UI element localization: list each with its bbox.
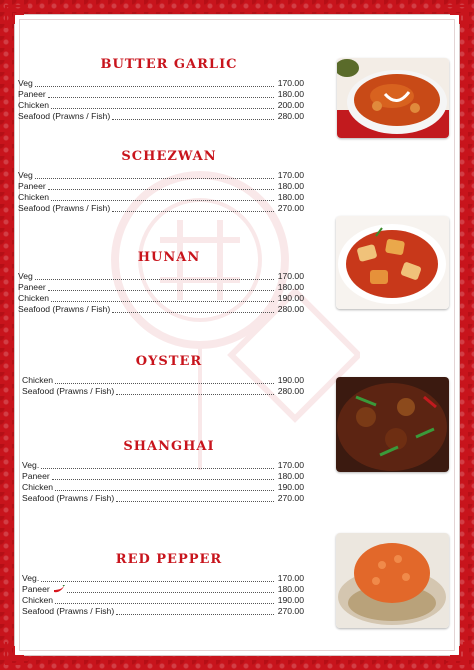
item-price: 170.00 — [277, 271, 304, 281]
item-name: Paneer — [18, 282, 46, 292]
leader-dots — [67, 592, 274, 593]
item-price: 190.00 — [277, 482, 304, 492]
item-name: Chicken — [22, 482, 54, 492]
item-name-text: Paneer — [22, 584, 50, 594]
item-name: Veg — [18, 170, 33, 180]
leader-dots — [112, 119, 274, 120]
stir-fry-photo — [336, 377, 449, 472]
item-name: Seafood (Prawns / Fish) — [22, 606, 115, 616]
leader-dots — [55, 383, 274, 384]
leader-dots — [116, 614, 274, 615]
item-price: 170.00 — [277, 460, 304, 470]
item-price: 180.00 — [277, 89, 304, 99]
item-price: 170.00 — [277, 573, 304, 583]
item-name: Paneer — [22, 471, 50, 481]
section-butter-garlic — [18, 58, 304, 122]
section-title: BUTTER GARLIC — [100, 57, 238, 72]
item-price: 190.00 — [277, 595, 304, 605]
item-name: Veg. — [22, 460, 40, 470]
item-price: 200.00 — [277, 100, 304, 110]
section-title: SHANGHAI — [123, 439, 215, 454]
menu-item-row — [18, 282, 304, 293]
fried-rice-photo — [336, 533, 449, 628]
menu-item-row — [18, 192, 304, 203]
item-price: 190.00 — [277, 375, 304, 385]
section-title: OYSTER — [135, 354, 203, 369]
item-price: 170.00 — [277, 78, 304, 88]
leader-dots — [35, 178, 274, 179]
menu-item-row — [18, 89, 304, 100]
chilli-paneer-photo — [336, 216, 449, 309]
menu-item-row — [18, 375, 304, 386]
chili-icon — [53, 585, 65, 594]
leader-dots — [51, 108, 274, 109]
menu-item-row — [18, 606, 304, 617]
item-name: Paneer — [18, 181, 46, 191]
item-name: Chicken — [22, 595, 54, 605]
section-title: RED PEPPER — [115, 552, 223, 567]
leader-dots — [51, 200, 274, 201]
curry-photo — [337, 58, 449, 138]
item-name: Chicken — [18, 192, 50, 202]
item-name: Chicken — [18, 100, 50, 110]
corner-ornament-icon — [4, 4, 30, 30]
item-price: 280.00 — [277, 111, 304, 121]
section-schezwan — [18, 150, 304, 214]
leader-dots — [35, 86, 274, 87]
section-red-pepper — [18, 553, 304, 617]
item-name: Seafood (Prawns / Fish) — [22, 386, 115, 396]
corner-ornament-icon — [4, 640, 30, 666]
leader-dots — [112, 312, 274, 313]
item-name: Paneer — [18, 89, 46, 99]
section-title: SCHEZWAN — [121, 149, 217, 164]
item-price: 280.00 — [277, 386, 304, 396]
menu-item-row — [18, 181, 304, 192]
item-name: Seafood (Prawns / Fish) — [18, 203, 111, 213]
leader-dots — [51, 301, 274, 302]
leader-dots — [55, 603, 274, 604]
section-hunan — [18, 251, 304, 315]
item-price: 180.00 — [277, 282, 304, 292]
leader-dots — [41, 468, 274, 469]
leader-dots — [48, 97, 274, 98]
leader-dots — [35, 279, 274, 280]
item-name: Veg — [18, 78, 33, 88]
item-price: 280.00 — [277, 304, 304, 314]
menu-item-row — [18, 203, 304, 214]
menu-item-row — [18, 100, 304, 111]
item-name: Seafood (Prawns / Fish) — [22, 493, 115, 503]
item-price: 180.00 — [277, 192, 304, 202]
item-name: Veg. — [22, 573, 40, 583]
leader-dots — [48, 189, 274, 190]
item-price: 180.00 — [277, 471, 304, 481]
corner-ornament-icon — [444, 640, 470, 666]
item-price: 270.00 — [277, 493, 304, 503]
menu-item-row — [18, 460, 304, 471]
item-name: Chicken — [22, 375, 54, 385]
item-price: 180.00 — [277, 584, 304, 594]
menu-item-row — [18, 293, 304, 304]
menu-item-row — [18, 493, 304, 504]
item-price: 270.00 — [277, 203, 304, 213]
item-price: 170.00 — [277, 170, 304, 180]
item-price: 180.00 — [277, 181, 304, 191]
corner-ornament-icon — [444, 4, 470, 30]
item-name: Seafood (Prawns / Fish) — [18, 111, 111, 121]
leader-dots — [116, 501, 274, 502]
item-name: Chicken — [18, 293, 50, 303]
menu-item-row — [18, 271, 304, 282]
item-name — [18, 584, 65, 595]
menu-item-row — [18, 170, 304, 181]
item-price: 190.00 — [277, 293, 304, 303]
menu-item-row — [18, 595, 304, 606]
section-title: HUNAN — [137, 250, 201, 265]
leader-dots — [55, 490, 274, 491]
menu-item-row — [18, 584, 304, 595]
item-name: Seafood (Prawns / Fish) — [18, 304, 111, 314]
item-name: Veg — [18, 271, 33, 281]
menu-item-row — [18, 386, 304, 397]
section-shanghai — [18, 440, 304, 504]
menu-item-row — [18, 471, 304, 482]
menu-item-row — [18, 573, 304, 584]
leader-dots — [52, 479, 274, 480]
menu-item-row — [18, 482, 304, 493]
item-price: 270.00 — [277, 606, 304, 616]
leader-dots — [48, 290, 274, 291]
leader-dots — [112, 211, 274, 212]
leader-dots — [41, 581, 274, 582]
leader-dots — [116, 394, 274, 395]
menu-item-row — [18, 304, 304, 315]
menu-item-row — [18, 78, 304, 89]
section-oyster — [18, 355, 304, 397]
menu-item-row — [18, 111, 304, 122]
